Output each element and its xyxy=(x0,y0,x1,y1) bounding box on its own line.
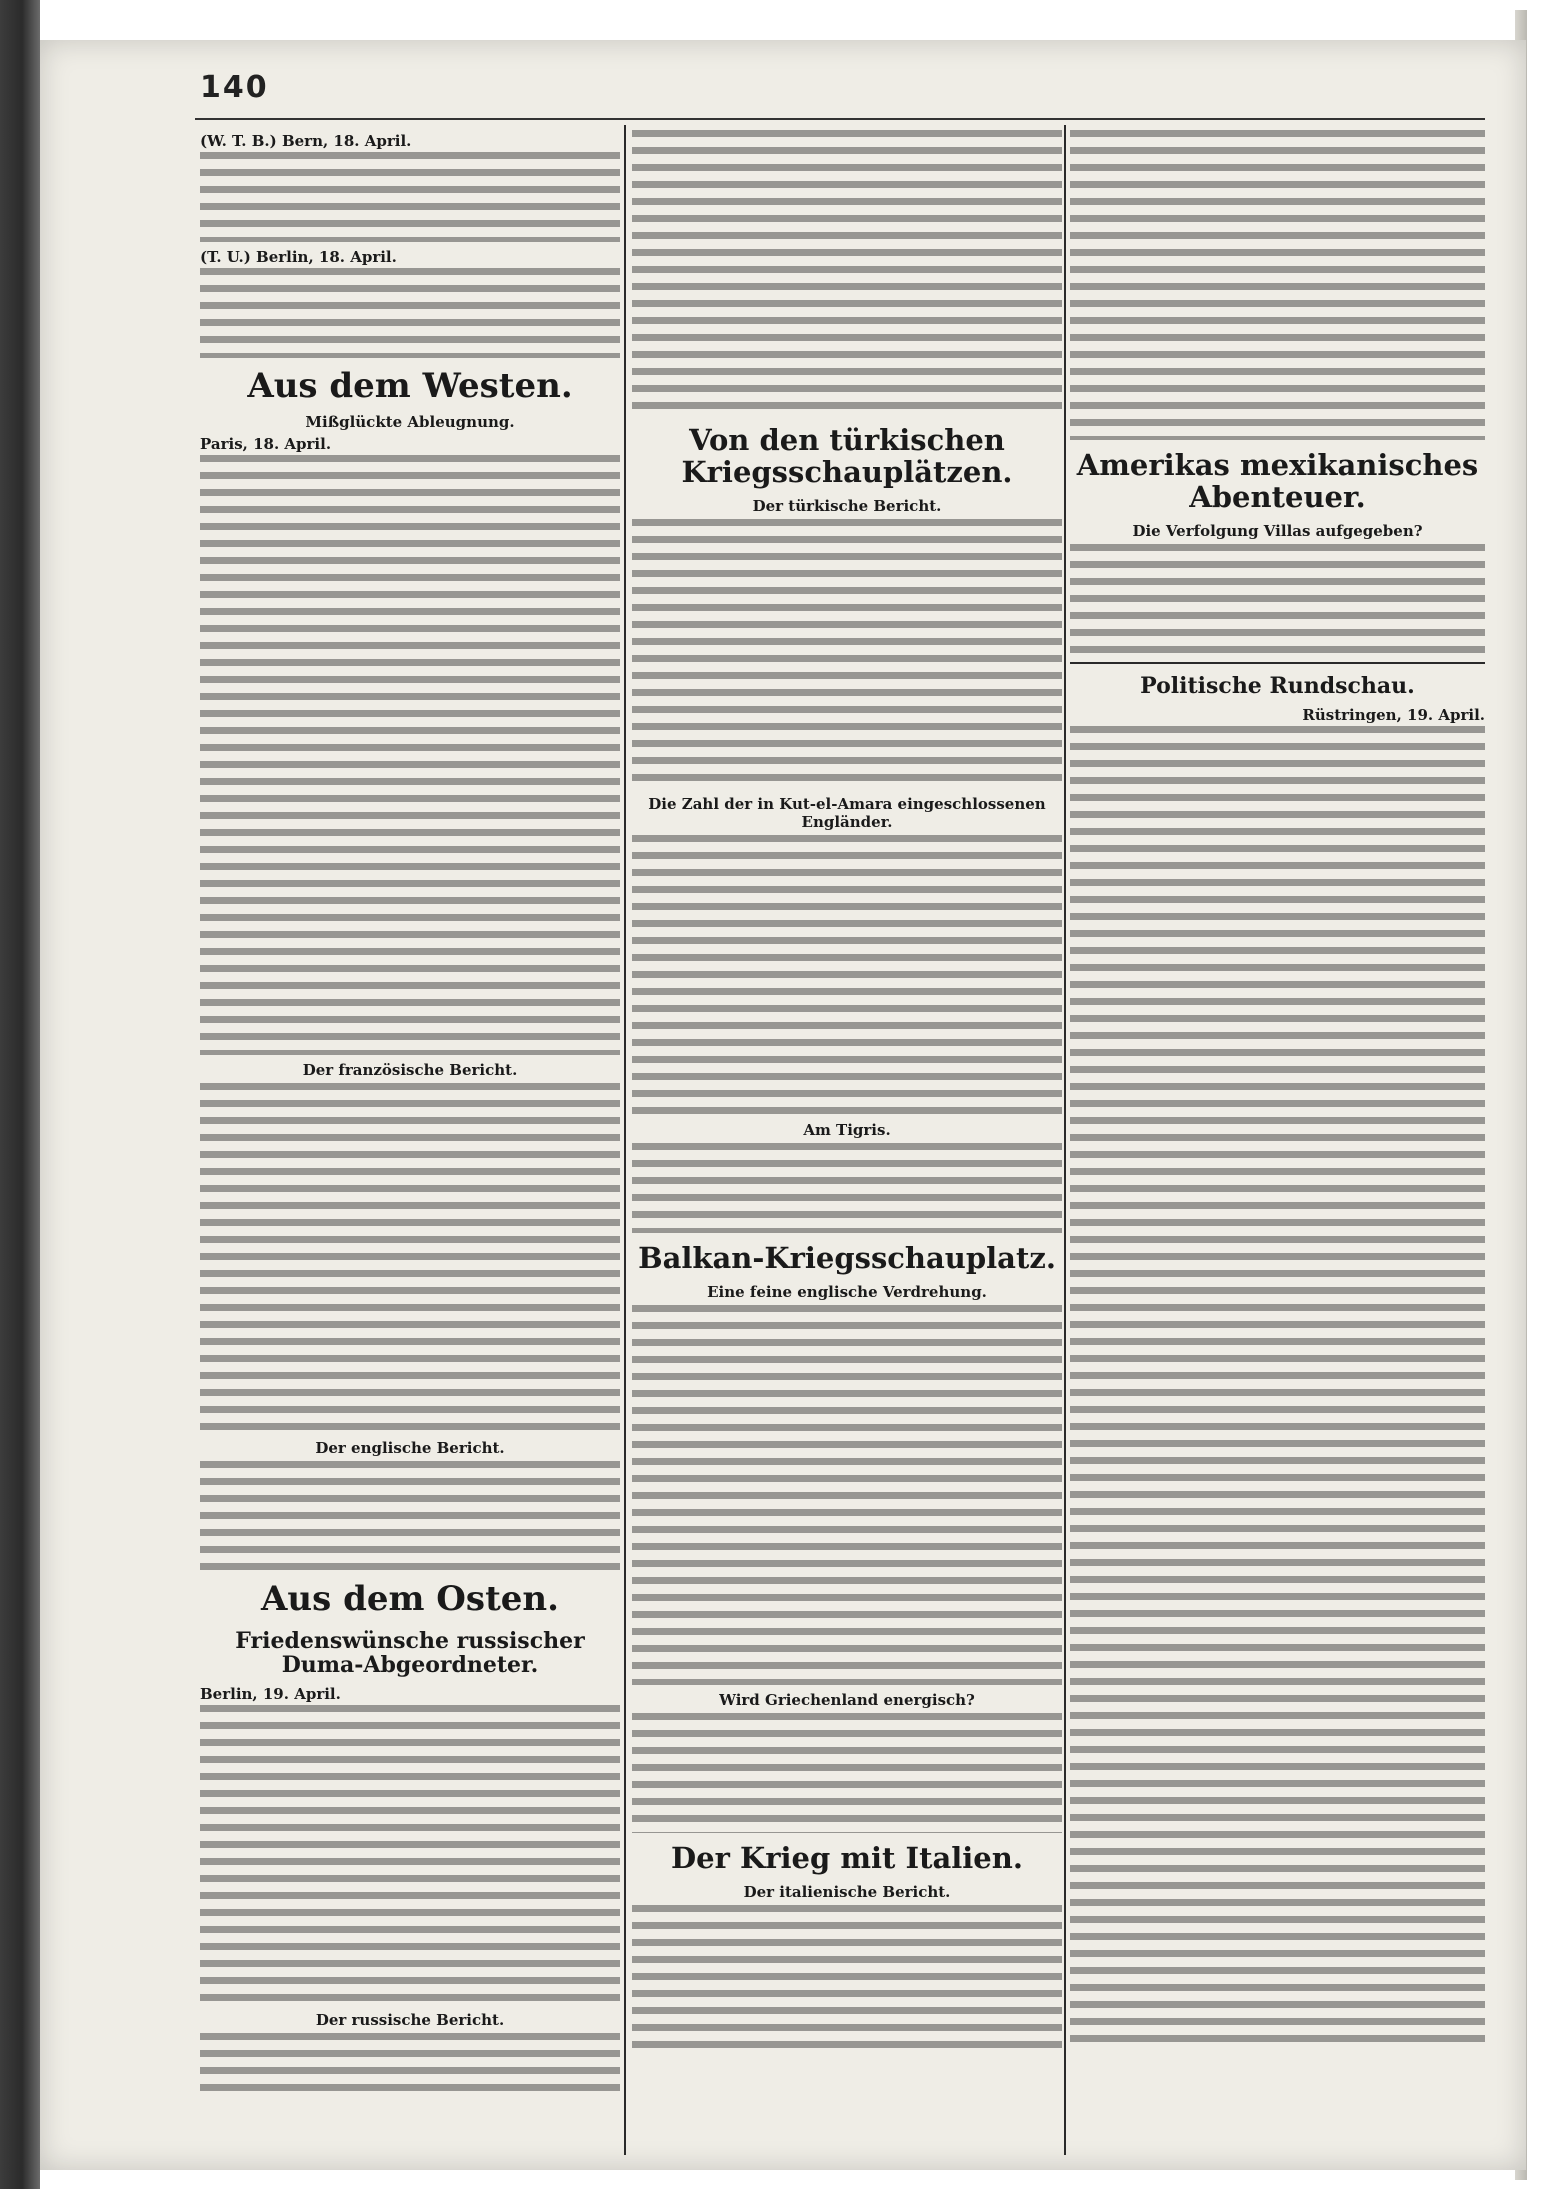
article-subhead: Die Verfolgung Villas aufgegeben? xyxy=(1132,521,1423,540)
article-text xyxy=(1070,726,1485,2046)
article-subhead: Der russische Bericht. xyxy=(315,2011,505,2030)
dateline: (T. U.) Berlin, 18. April. xyxy=(200,248,397,266)
article-subhead: Die Zahl der in Kut-el-Amara eingeschlossenen Engländer. xyxy=(648,794,1046,831)
column-left xyxy=(200,130,620,2140)
article-text xyxy=(200,1083,620,1433)
section-rule xyxy=(1070,662,1485,664)
article-subhead: Der französische Bericht. xyxy=(302,1061,518,1080)
article-text xyxy=(200,1705,620,2005)
section-headline: Aus dem Westen. xyxy=(247,366,573,406)
article-text xyxy=(632,1305,1062,1685)
article-subhead: Der italienische Bericht. xyxy=(743,1882,951,1901)
article-subhead: Der türkische Bericht. xyxy=(752,496,942,515)
article-text xyxy=(200,152,620,242)
section-headline: Balkan-Kriegsschauplatz. xyxy=(638,1240,1056,1275)
article-text xyxy=(632,130,1062,415)
article-subhead: Wird Griechenland energisch? xyxy=(719,1690,975,1709)
dateline: Berlin, 19. April. xyxy=(200,1685,341,1704)
column-middle xyxy=(632,130,1062,2140)
article-text xyxy=(632,1143,1062,1233)
column-divider xyxy=(1064,125,1066,2155)
article-text xyxy=(200,1461,620,1571)
scanner-edge xyxy=(0,0,40,2189)
article-text xyxy=(200,268,620,358)
page-number: 140 xyxy=(200,70,269,105)
article-text xyxy=(632,1713,1062,1833)
dateline: Paris, 18. April. xyxy=(200,435,332,454)
section-headline: Aus dem Osten. xyxy=(261,1579,559,1620)
section-headline: Amerikas mexikanisches Abenteuer. xyxy=(1076,448,1479,514)
column-divider xyxy=(624,125,626,2155)
article-headline: Friedenswünsche russischer Duma-Abgeordneter. xyxy=(235,1627,585,1678)
dateline: (W. T. B.) Bern, 18. April. xyxy=(200,132,412,150)
article-text xyxy=(632,519,1062,789)
dateline: Rüstringen, 19. April. xyxy=(1302,705,1485,724)
article-subhead: Der englische Bericht. xyxy=(315,1439,505,1458)
column-right xyxy=(1070,130,1485,2140)
top-rule xyxy=(195,118,1485,120)
article-subhead: Mißglückte Ableugnung. xyxy=(305,413,515,432)
section-headline: Politische Rundschau. xyxy=(1140,672,1415,699)
article-text xyxy=(200,2033,620,2093)
section-headline: Der Krieg mit Italien. xyxy=(671,1840,1023,1875)
article-text xyxy=(632,835,1062,1115)
article-subhead: Am Tigris. xyxy=(803,1120,891,1139)
article-text xyxy=(1070,544,1485,654)
article-text xyxy=(200,455,620,1055)
article-subhead: Eine feine englische Verdrehung. xyxy=(707,1282,987,1301)
section-headline: Von den türkischen Kriegsschauplätzen. xyxy=(681,423,1013,489)
article-text xyxy=(632,1905,1062,2055)
article-text xyxy=(1070,130,1485,440)
